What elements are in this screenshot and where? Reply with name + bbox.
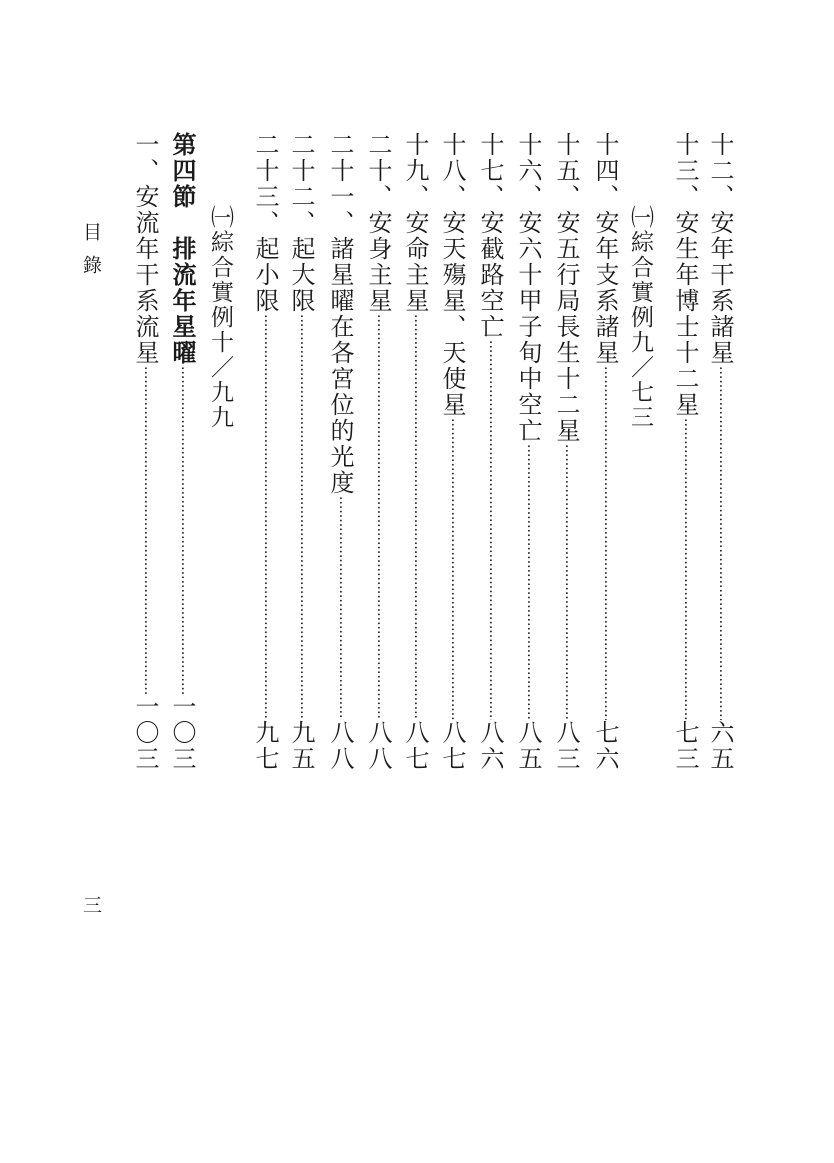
entry-title: 一、安流年干系流星: [131, 132, 159, 366]
dot-leader: [588, 366, 622, 720]
entry-page: 八三: [552, 720, 580, 772]
entry-title: 十六、安六十甲子旬中空亡: [514, 132, 542, 444]
toc-subentry[interactable]: ㈠綜合實例十／九九: [207, 205, 233, 430]
entry-page: 一〇三: [168, 694, 196, 772]
dot-leader: [511, 444, 545, 720]
dot-leader: [473, 340, 507, 720]
entry-page: 八六: [476, 720, 504, 772]
toc-entry[interactable]: [323, 132, 357, 772]
toc-entry[interactable]: [703, 132, 737, 772]
entry-page: 八五: [514, 720, 542, 772]
entry-page: 八七: [438, 720, 466, 772]
entry-title: 十八、安天殤星、天使星: [438, 132, 466, 418]
entry-title: 十二、安年干系諸星: [706, 132, 734, 366]
entry-title: 十五、安五行局長生十二星: [552, 132, 580, 444]
entry-page: 七六: [591, 720, 619, 772]
toc-entry[interactable]: [473, 132, 507, 772]
entry-title: 二十三、起小限: [251, 132, 279, 314]
toc-section-entry[interactable]: [165, 132, 199, 772]
dot-leader: [668, 418, 702, 720]
toc-subentry[interactable]: ㈠綜合實例九／七三: [627, 205, 653, 430]
dot-leader: [128, 366, 162, 694]
toc-entry[interactable]: [284, 132, 318, 772]
dot-leader: [361, 314, 395, 720]
toc-entry[interactable]: [511, 132, 545, 772]
entry-page: 九七: [251, 720, 279, 772]
toc-entry[interactable]: [248, 132, 282, 772]
toc-entry[interactable]: [435, 132, 469, 772]
entry-page: 八八: [326, 720, 354, 772]
entry-title: 十三、安生年博士十二星: [671, 132, 699, 418]
toc-entry[interactable]: [128, 132, 162, 772]
dot-leader: [165, 366, 199, 694]
dot-leader: [435, 418, 469, 720]
entry-title: 二十一、諸星曜在各宮位的光度: [326, 132, 354, 496]
dot-leader: [284, 314, 318, 720]
toc-entry[interactable]: [361, 132, 395, 772]
entry-title: 十七、安截路空亡: [476, 132, 504, 340]
entry-title: 十四、安年支系諸星: [591, 132, 619, 366]
toc-entry[interactable]: [549, 132, 583, 772]
entry-page: 八七: [401, 720, 429, 772]
entry-title: 十九、安命主星: [401, 132, 429, 314]
entry-title: 二十、安身主星: [364, 132, 392, 314]
entry-page: 七三: [671, 720, 699, 772]
running-header: 目錄: [80, 222, 102, 288]
section-title: 第四節 排流年星曜: [168, 132, 196, 366]
entry-page: 八八: [364, 720, 392, 772]
dot-leader: [549, 444, 583, 720]
dot-leader: [398, 314, 432, 720]
entry-title: 二十二、起大限: [287, 132, 315, 314]
dot-leader: [323, 496, 357, 720]
entry-page: 一〇三: [131, 694, 159, 772]
dot-leader: [703, 366, 737, 720]
toc-entry[interactable]: [398, 132, 432, 772]
toc-entry[interactable]: [668, 132, 702, 772]
page-number: 三: [80, 895, 102, 928]
toc-entry[interactable]: [588, 132, 622, 772]
dot-leader: [248, 314, 282, 720]
entry-page: 九五: [287, 720, 315, 772]
entry-page: 六五: [706, 720, 734, 772]
